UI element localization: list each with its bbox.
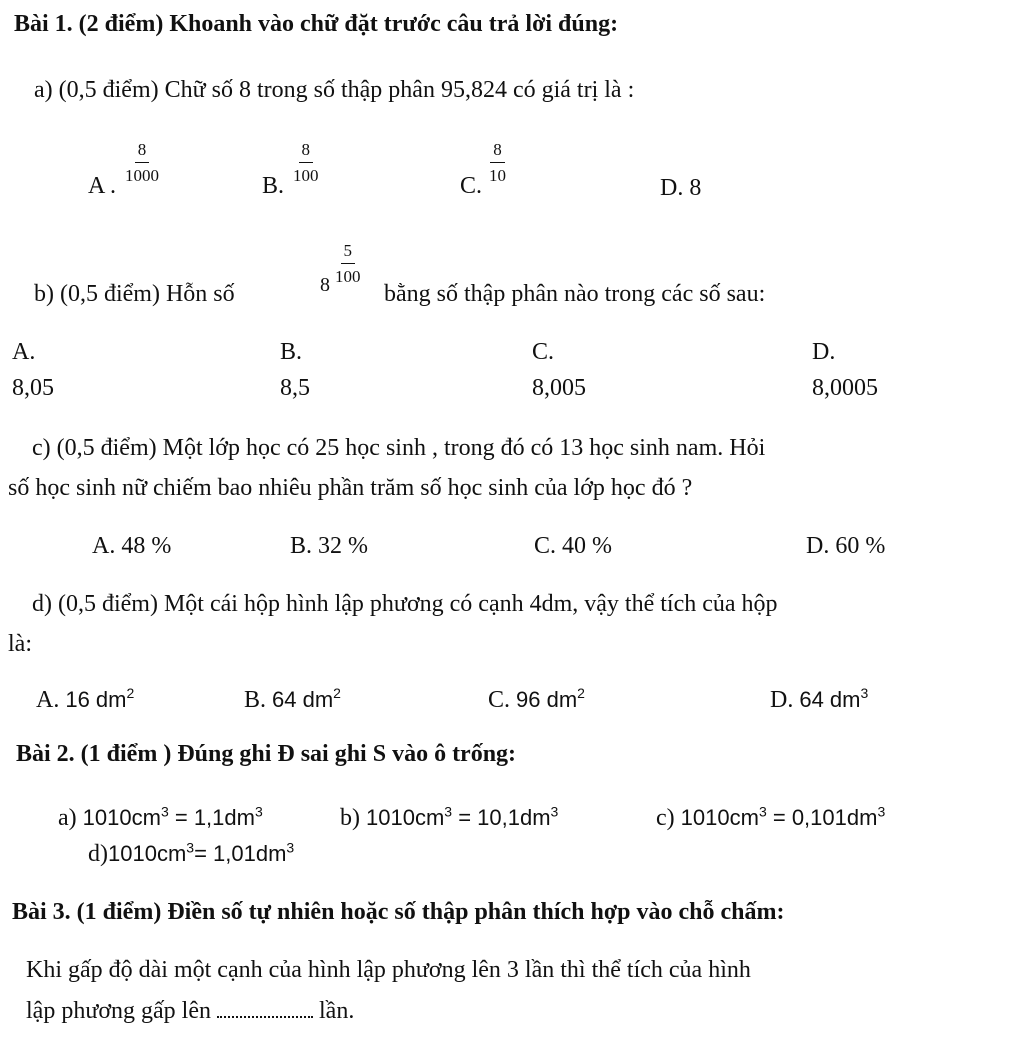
bai1a-option-c[interactable] xyxy=(460,126,509,198)
bai1b-question-suffix: bằng số thập phân nào trong các số sau: xyxy=(384,281,766,307)
bai2-item-b[interactable]: b) $1010cm^3 = 10,1dm^3$ xyxy=(340,803,559,831)
fraction: $\frac{8}{100}$ xyxy=(293,139,319,185)
bai1b-option-b-value: 8,5 xyxy=(280,375,310,401)
bai1b-option-a-value: 8,05 xyxy=(12,375,54,401)
bai1a-option-a[interactable] xyxy=(88,126,162,198)
bai1b-option-d-label[interactable]: D. xyxy=(812,339,836,365)
bai2-item-d[interactable]: $d)1010cm^3= 1,01dm^3$ xyxy=(88,839,295,867)
bai1a-question: a) (0,5 điểm) Chữ số 8 trong số thập phân 95,824 có giá trị là : xyxy=(34,77,635,103)
bai1b-option-c-label[interactable]: C. xyxy=(532,339,555,365)
fraction: $\frac{8}{1000}$ xyxy=(125,139,160,185)
option-label: B. xyxy=(262,173,285,199)
bai1c-option-c[interactable]: C. 40 % xyxy=(534,533,612,559)
bai1d-question-line2: là: xyxy=(8,631,32,657)
bai2-item-a[interactable]: a) $1010cm^3 = 1,1dm^3$ xyxy=(58,803,263,831)
bai1c-option-a[interactable]: A. 48 % xyxy=(92,533,172,559)
bai1a-option-d[interactable]: D. 8 xyxy=(660,175,702,201)
mixed-number xyxy=(320,230,364,297)
bai1c-option-d[interactable]: D. 60 % xyxy=(806,533,886,559)
bai1-title: Bài 1. (2 điểm) Khoanh vào chữ đặt trước câu trả lời đúng: xyxy=(14,11,619,37)
bai1d-option-b[interactable]: B. 64 $dm^2$ xyxy=(244,685,341,713)
bai1b-option-d-value: 8,0005 xyxy=(812,375,878,401)
bai1b-option-a-label[interactable]: A. xyxy=(12,339,36,365)
option-label: A . xyxy=(88,173,117,199)
bai1d-option-c[interactable]: C. 96 $dm^2$ xyxy=(488,685,585,713)
bai1c-option-b[interactable]: B. 32 % xyxy=(290,533,368,559)
fraction: $\frac{8}{10}$ xyxy=(489,139,507,185)
bai1d-question-line1: d) (0,5 điểm) Một cái hộp hình lập phương có cạnh 4dm, vậy thể tích của hộp xyxy=(32,591,778,617)
bai3-line1: Khi gấp độ dài một cạnh của hình lập phương lên 3 lần thì thể tích của hình xyxy=(26,957,751,983)
bai1b-question-prefix: b) (0,5 điểm) Hỗn số xyxy=(34,281,235,307)
bai2-title: Bài 2. (1 điểm ) Đúng ghi Đ sai ghi S vào ô trống: xyxy=(16,741,517,767)
bai1d-option-d[interactable]: D. 64 $dm^3$ xyxy=(770,685,869,713)
fraction: $\frac{5}{100}$ xyxy=(335,241,361,286)
mixed-whole: 8 xyxy=(320,274,330,296)
bai1d-option-a[interactable]: A. 16 $dm^2$ xyxy=(36,685,135,713)
bai2-item-c[interactable]: c) $1010cm^3 = 0,101dm^3$ xyxy=(656,803,886,831)
bai1b-option-c-value: 8,005 xyxy=(532,375,586,401)
bai1c-question-line1: c) (0,5 điểm) Một lớp học có 25 học sinh , trong đó có 13 học sinh nam. Hỏi xyxy=(32,435,766,461)
bai1c-question-line2: số học sinh nữ chiếm bao nhiêu phần trăm số học sinh của lớp học đó ? xyxy=(8,475,693,501)
bai1b-option-b-label[interactable]: B. xyxy=(280,339,303,365)
answer-blank[interactable] xyxy=(217,998,313,1018)
bai1a-option-b[interactable] xyxy=(262,126,322,198)
bai3-title: Bài 3. (1 điểm) Điền số tự nhiên hoặc số thập phân thích hợp vào chỗ chấm: xyxy=(12,899,785,925)
bai3-line2: lập phương gấp lên lần. xyxy=(26,998,355,1024)
option-label: C. xyxy=(460,173,483,199)
